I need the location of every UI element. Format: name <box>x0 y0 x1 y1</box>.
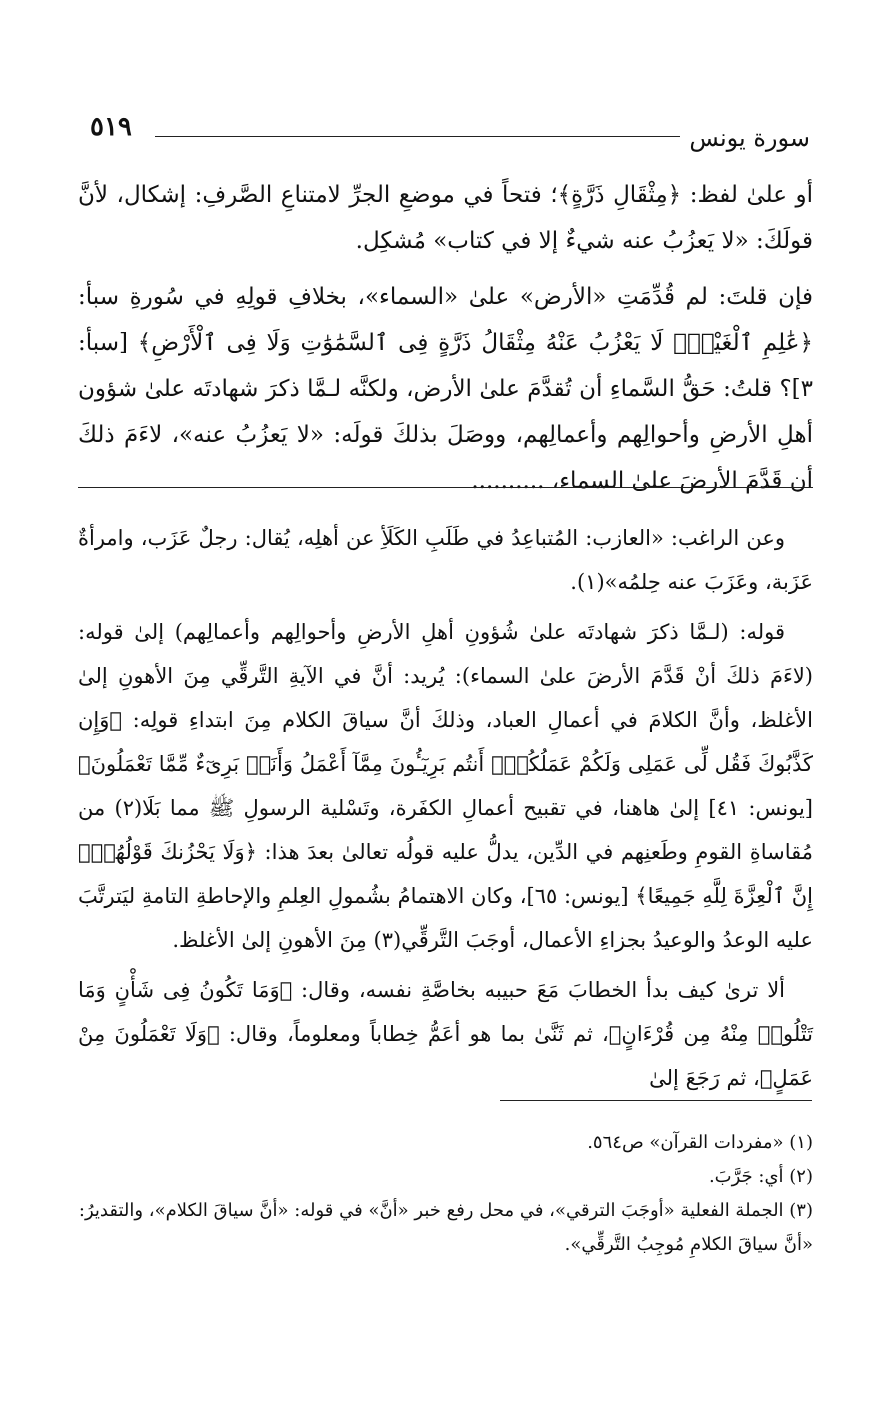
main-text <box>78 172 813 514</box>
page-number: ٥١٩ <box>90 112 132 142</box>
footnote: (٢) أي: جَرَّبَ. <box>708 1166 813 1187</box>
surah-title: سورة يونس <box>689 124 810 152</box>
footnotes <box>78 1126 813 1262</box>
commentary-paragraph: ألا ترىٰ كيف بدأ الخطابَ مَعَ حبيبه بخاصَّةِ نفسه، وقال: ﴿وَمَا تَكُونُ فِى شَأْنٍ وَمَا تَتْلُوا۟ مِنْهُ مِن قُرْءَانٍ﴾، ثم ثَنَّىٰ بما هو أعَمُّ خِطاباً ومعلوماً، وقال: ﴿وَلَا تَعْمَلُونَ مِنْ عَمَلٍ﴾، ثم رَجَعَ إلىٰ <box>78 978 813 1090</box>
commentary-paragraph: قوله: (لـمَّا ذكرَ شهادتَه علىٰ شُؤونِ أهلِ الأرضِ وأحوالِهم وأعمالِهم) إلىٰ قوله: (لاءَمَ ذلكَ أنْ قَدَّمَ الأرضَ علىٰ السماء): يُريد: أنَّ في الآيةِ التَّرقِّي مِنَ الأهونِ إلىٰ الأغلظ، وأنَّ الكلامَ في أعمالِ العباد، وذلكَ أنَّ سياقَ الكلام مِنَ ابتداءِ قولِه: ﴿وَإِن كَذَّبُوكَ فَقُل لِّى عَمَلِى وَلَكُمْ عَمَلُكُمْۖ أَنتُم بَرِيٓـُٔونَ مِمَّآ أَعْمَلُ وَأَنَا۠ بَرِىٓءٌ مِّمَّا تَعْمَلُونَ﴾ [يونس: ٤١] إلىٰ هاهنا، في تقبيح أعمالِ الكفَرة، وتَسْلية الرسولِ ﷺ مما بَلَا(٢) من مُقاساةِ القومِ وطَعنِهم في الدِّين، يدلُّ عليه قولُه تعالىٰ بعدَ هذا: ﴿وَلَا يَحْزُنكَ قَوْلُهُمْۘ إِنَّ ٱلْعِزَّةَ لِلَّهِ جَمِيعًا﴾ [يونس: ٦٥]، وكان الاهتمامُ بشُمولِ العِلمِ والإحاطةِ التامةِ ليَترتَّبَ عليه الوعدُ والوعيدُ بجزاءِ الأعمال، أوجَبَ التَّرقِّي(٣) مِنَ الأهونِ إلىٰ الأغلظ. <box>78 620 813 952</box>
main-paragraph: أو علىٰ لفظ: ﴿مِثْقَالِ ذَرَّةٍ﴾؛ فتحاً في موضعِ الجرِّ لامتناعِ الصَّرفِ: إشكال، لأنَّ قولَكَ: «لا يَعزُبُ عنه شيءٌ إلا في كتاب» مُشكِل. <box>78 182 813 254</box>
header-rule <box>155 136 680 137</box>
footnote: (٣) الجملة الفعلية «أوجَبَ الترقي»، في محل رفع خبر «أنَّ» في قوله: «أنَّ سياقَ الكلام»، والتقديرُ: «أنَّ سياقَ الكلامِ مُوجِبُ التَّرقِّي». <box>78 1200 813 1255</box>
main-text-divider <box>78 487 813 488</box>
main-paragraph: فإن قلتَ: لم قُدِّمَتِ «الأرض» علىٰ «السماء»، بخلافِ قولِهِ في سُورةِ سبأ: ﴿عَٰلِمِ ٱلْغَيْبِۖ لَا يَعْزُبُ عَنْهُ مِثْقَالُ ذَرَّةٍ فِى ٱلسَّمَٰوَٰتِ وَلَا فِى ٱلْأَرْضِ﴾ [سبأ: ٣]؟ قلتُ: حَقُّ السَّماءِ أن تُقدَّمَ علىٰ الأرض، ولكنَّه لـمَّا ذكرَ شهادتَه علىٰ شؤون أهلِ الأرضِ وأحوالِهم وأعمالِهم، ووصَلَ بذلكَ قولَه: «لا يَعزُبُ عنه»، لاءَمَ ذلكَ أن قَدَّمَ الأرضَ علىٰ السماء، .......... <box>78 284 813 494</box>
footnote-divider <box>500 1100 812 1101</box>
footnote: (١) «مفردات القرآن» ص٥٦٤. <box>587 1132 813 1153</box>
commentary-paragraph: وعن الراغب: «العازب: المُتباعِدُ في طَلَبِ الكَلَأِ عن أهلِه، يُقال: رجلٌ عَزَب، وامرأةٌ عَزَبة، وعَزَبَ عنه حِلمُه»(١). <box>78 526 813 594</box>
commentary-text <box>78 516 813 1106</box>
page-header <box>90 112 810 162</box>
